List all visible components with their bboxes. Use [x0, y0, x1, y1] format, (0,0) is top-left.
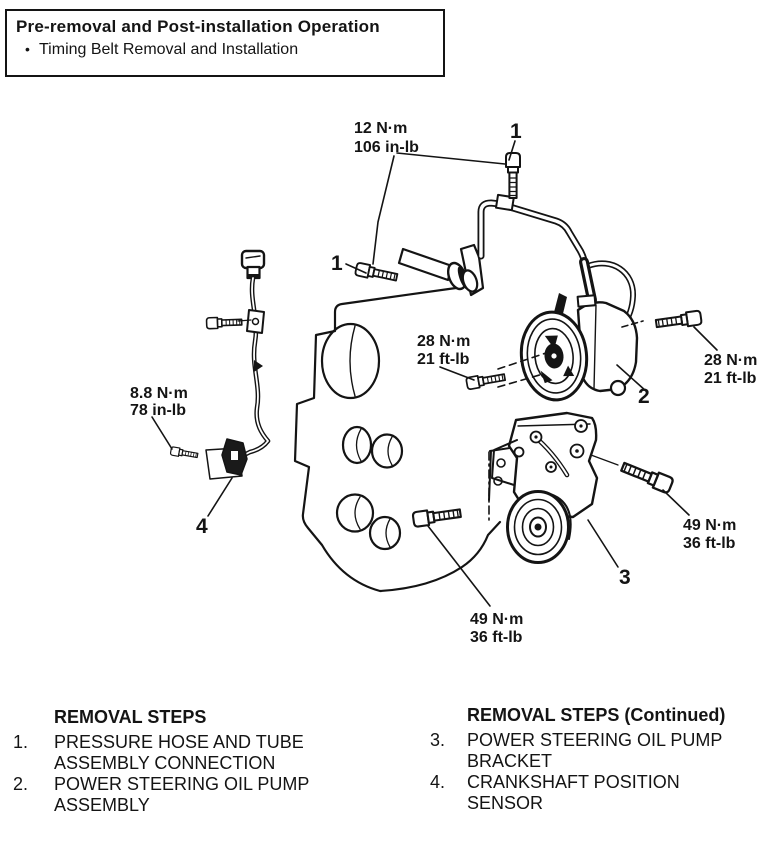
- leader-line: [428, 526, 490, 606]
- step-text: [467, 730, 765, 772]
- leader-line: [588, 520, 618, 567]
- hose-cylinder: [399, 249, 452, 280]
- sensor-connector: [242, 251, 264, 268]
- harness-clip-arrow: [254, 360, 263, 372]
- bullet-icon: •: [25, 41, 30, 57]
- step-item-1: [13, 732, 353, 774]
- step-text-line: POWER STEERING OIL PUMP: [467, 730, 723, 750]
- bracket-pulley: [508, 492, 571, 563]
- leader-line: [694, 327, 717, 350]
- pressure-tube-inner: [481, 203, 587, 282]
- step-text-line: ASSEMBLY: [54, 795, 150, 815]
- step-number: 1.: [13, 732, 29, 752]
- operation-title: Pre-removal and Post-installation Operation: [16, 17, 380, 36]
- torque-label-8-8nm-line2: 78 in-lb: [130, 402, 187, 419]
- leader-line: [152, 417, 172, 449]
- callout-4: 4: [196, 515, 208, 538]
- step-number: 2.: [13, 774, 29, 794]
- boss-seam: [386, 519, 390, 547]
- pump-top-fitting: [578, 295, 596, 306]
- torque-label-49nm-bottom-line2: 36 ft-lb: [470, 629, 523, 646]
- bolt-pressure-hose-left: [355, 262, 398, 283]
- step-number: 3.: [430, 730, 446, 750]
- callout-2: 2: [638, 385, 650, 408]
- crankshaft-position-sensor: [206, 251, 268, 479]
- power-steering-pump: [517, 293, 637, 403]
- torque-label-28nm-mid-line1: 28 N·m: [417, 333, 471, 350]
- boss-seam: [355, 497, 360, 529]
- leader-line: [591, 455, 618, 465]
- step-text-line: PRESSURE HOSE AND TUBE: [54, 732, 304, 752]
- callout-1-top: 1: [510, 120, 522, 143]
- step-text: [54, 732, 353, 774]
- torque-label-49nm-right-line2: 36 ft-lb: [683, 535, 736, 552]
- step-item-4: [430, 772, 765, 814]
- bolt-bracket-bottom: [412, 506, 461, 527]
- engine-block-boss: [372, 435, 402, 468]
- step-text-line: ASSEMBLY CONNECTION: [54, 753, 276, 773]
- bolt-harness-clip: [206, 317, 241, 329]
- bolt-sensor: [170, 447, 198, 460]
- torque-label-28nm-right-line2: 21 ft-lb: [704, 370, 757, 387]
- step-number: 4.: [430, 772, 446, 792]
- step-text-line: BRACKET: [467, 751, 553, 771]
- torque-label-28nm-mid-line2: 21 ft-lb: [417, 351, 470, 368]
- torque-label-49nm-bottom-line1: 49 N·m: [470, 611, 524, 628]
- leader-line: [373, 156, 394, 264]
- boss-seam: [357, 429, 362, 461]
- step-item-3: [430, 730, 765, 772]
- leader-line: [663, 490, 689, 515]
- removal-steps-continued-heading: REMOVAL STEPS (Continued): [467, 705, 726, 725]
- callout-1-left: 1: [331, 252, 343, 275]
- removal-steps-list-continued: [430, 705, 765, 814]
- pump-bracket: [489, 413, 597, 563]
- sensor-body-slot: [231, 451, 238, 460]
- torque-label-12nm-line1: 12 N·m: [354, 120, 408, 137]
- bolt-pressure-tube-top: [506, 153, 520, 198]
- removal-steps-heading: REMOVAL STEPS: [54, 707, 207, 727]
- block-face-hole: [497, 459, 505, 467]
- step-item-2: [13, 774, 353, 816]
- callout-3: 3: [619, 566, 631, 589]
- leader-line: [208, 478, 232, 516]
- engine-block-boss-seam: [350, 326, 355, 396]
- step-text: [54, 774, 353, 816]
- engine-block-boss: [370, 517, 400, 549]
- torque-label-49nm-right-line1: 49 N·m: [683, 517, 737, 534]
- leader-line: [440, 367, 474, 380]
- removal-steps-list: [13, 707, 353, 816]
- operation-item-label: Timing Belt Removal and Installation: [39, 41, 299, 58]
- boss-seam: [388, 437, 392, 465]
- step-text-line: CRANKSHAFT POSITION: [467, 772, 680, 792]
- bolt-bracket-right: [620, 459, 674, 493]
- torque-labels: [130, 120, 757, 646]
- torque-label-12nm-line2: 106 in-lb: [354, 139, 419, 156]
- torque-label-28nm-right-line1: 28 N·m: [704, 352, 758, 369]
- step-text: [467, 772, 765, 814]
- pump-body-knob: [611, 381, 625, 395]
- torque-label-8-8nm-line1: 8.8 N·m: [130, 385, 188, 402]
- step-text-line: POWER STEERING OIL PUMP: [54, 774, 310, 794]
- step-text-line: SENSOR: [467, 793, 544, 813]
- harness-clip-plate: [247, 310, 264, 333]
